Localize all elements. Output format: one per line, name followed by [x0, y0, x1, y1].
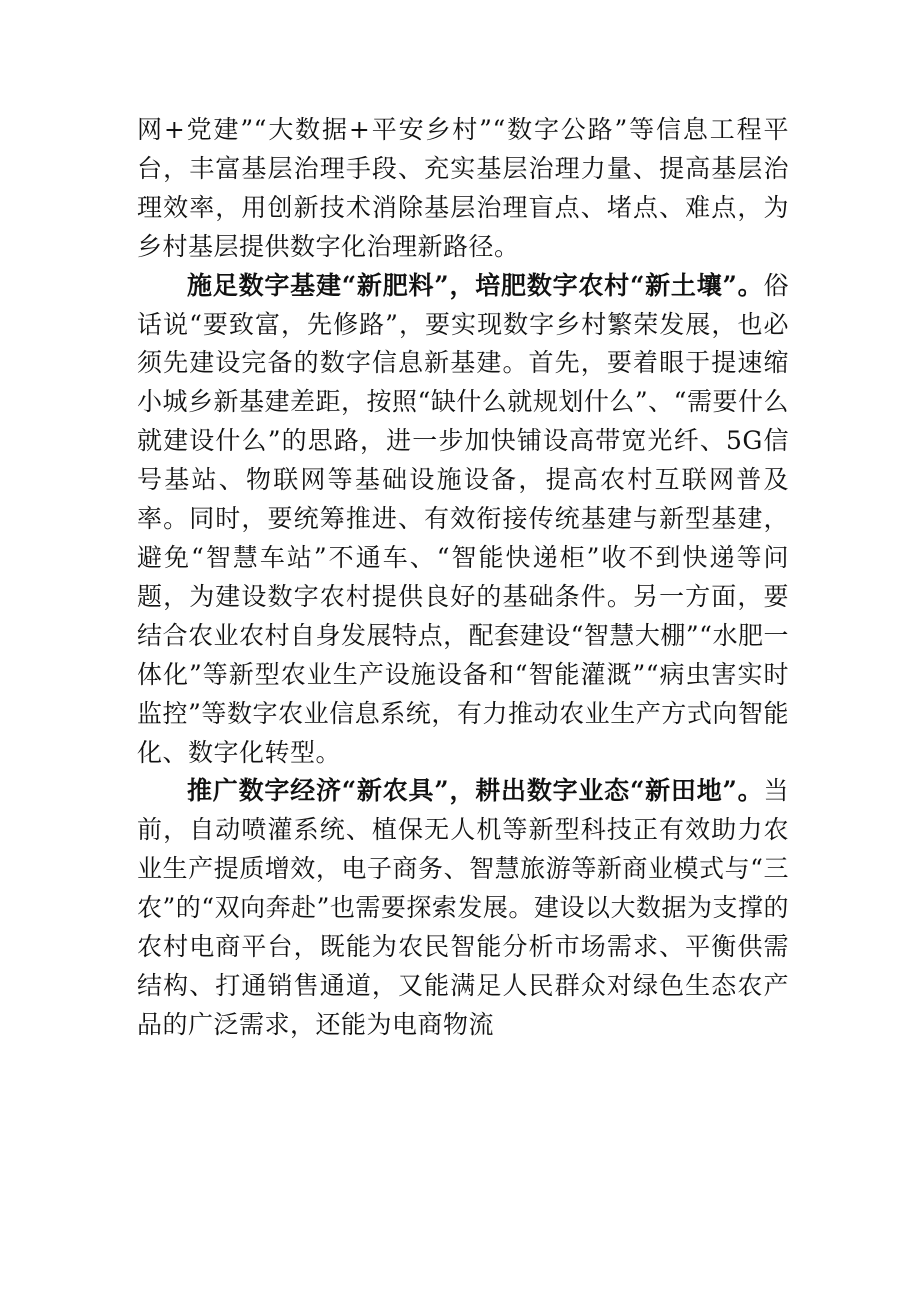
document-body — [137, 111, 789, 1045]
paragraph-1-body: 网+党建”“大数据+平安乡村”“数字公路”等信息工程平台，丰富基层治理手段、充实基层治理力量、提高基层治理效率，用创新技术消除基层治理盲点、堵点、难点，为乡村基层提供数字化治理新路径。 — [137, 115, 789, 261]
paragraph-2-lead: 施足数字基建“新肥料”，培肥数字农村“新土壤”。 — [187, 270, 764, 300]
paragraph-3-lead: 推广数字经济“新农具”，耕出数字业态“新田地”。 — [187, 776, 764, 806]
paragraph-2 — [137, 267, 789, 773]
paragraph-2-body: 俗话说“要致富，先修路”，要实现数字乡村繁荣发展，也必须先建设完备的数字信息新基建。首先，要着眼于提速缩小城乡新基建差距，按照“缺什么就规划什么”、“需要什么就建设什么”的思路，进一步加快铺设高带宽光纤、5G信号基站、物联网等基础设施设备，提高农村互联网普及率。同时，要统筹推进、有效衔接传统基建与新型基建，避免“智慧车站”不通车、“智能快递柜”收不到快递等问题，为建设数字农村提供良好的基础条件。另一方面，要结合农业农村自身发展特点，配套建设“智慧大棚”“水肥一体化”等新型农业生产设施设备和“智能灌溉”“病虫害实时监控”等数字农业信息系统，有力推动农业生产方式向智能化、数字化转型。 — [137, 270, 789, 767]
paragraph-3-body: 当前，自动喷灌系统、植保无人机等新型科技正有效助力农业生产提质增效，电子商务、智慧旅游等新商业模式与“三农”的“双向奔赴”也需要探索发展。建设以大数据为支撑的农村电商平台，既能为农民智能分析市场需求、平衡供需结构、打通销售通道，又能满足人民群众对绿色生态农产品的广泛需求，还能为电商物流 — [137, 776, 789, 1039]
paragraph-1 — [137, 111, 789, 267]
paragraph-3 — [137, 772, 789, 1044]
